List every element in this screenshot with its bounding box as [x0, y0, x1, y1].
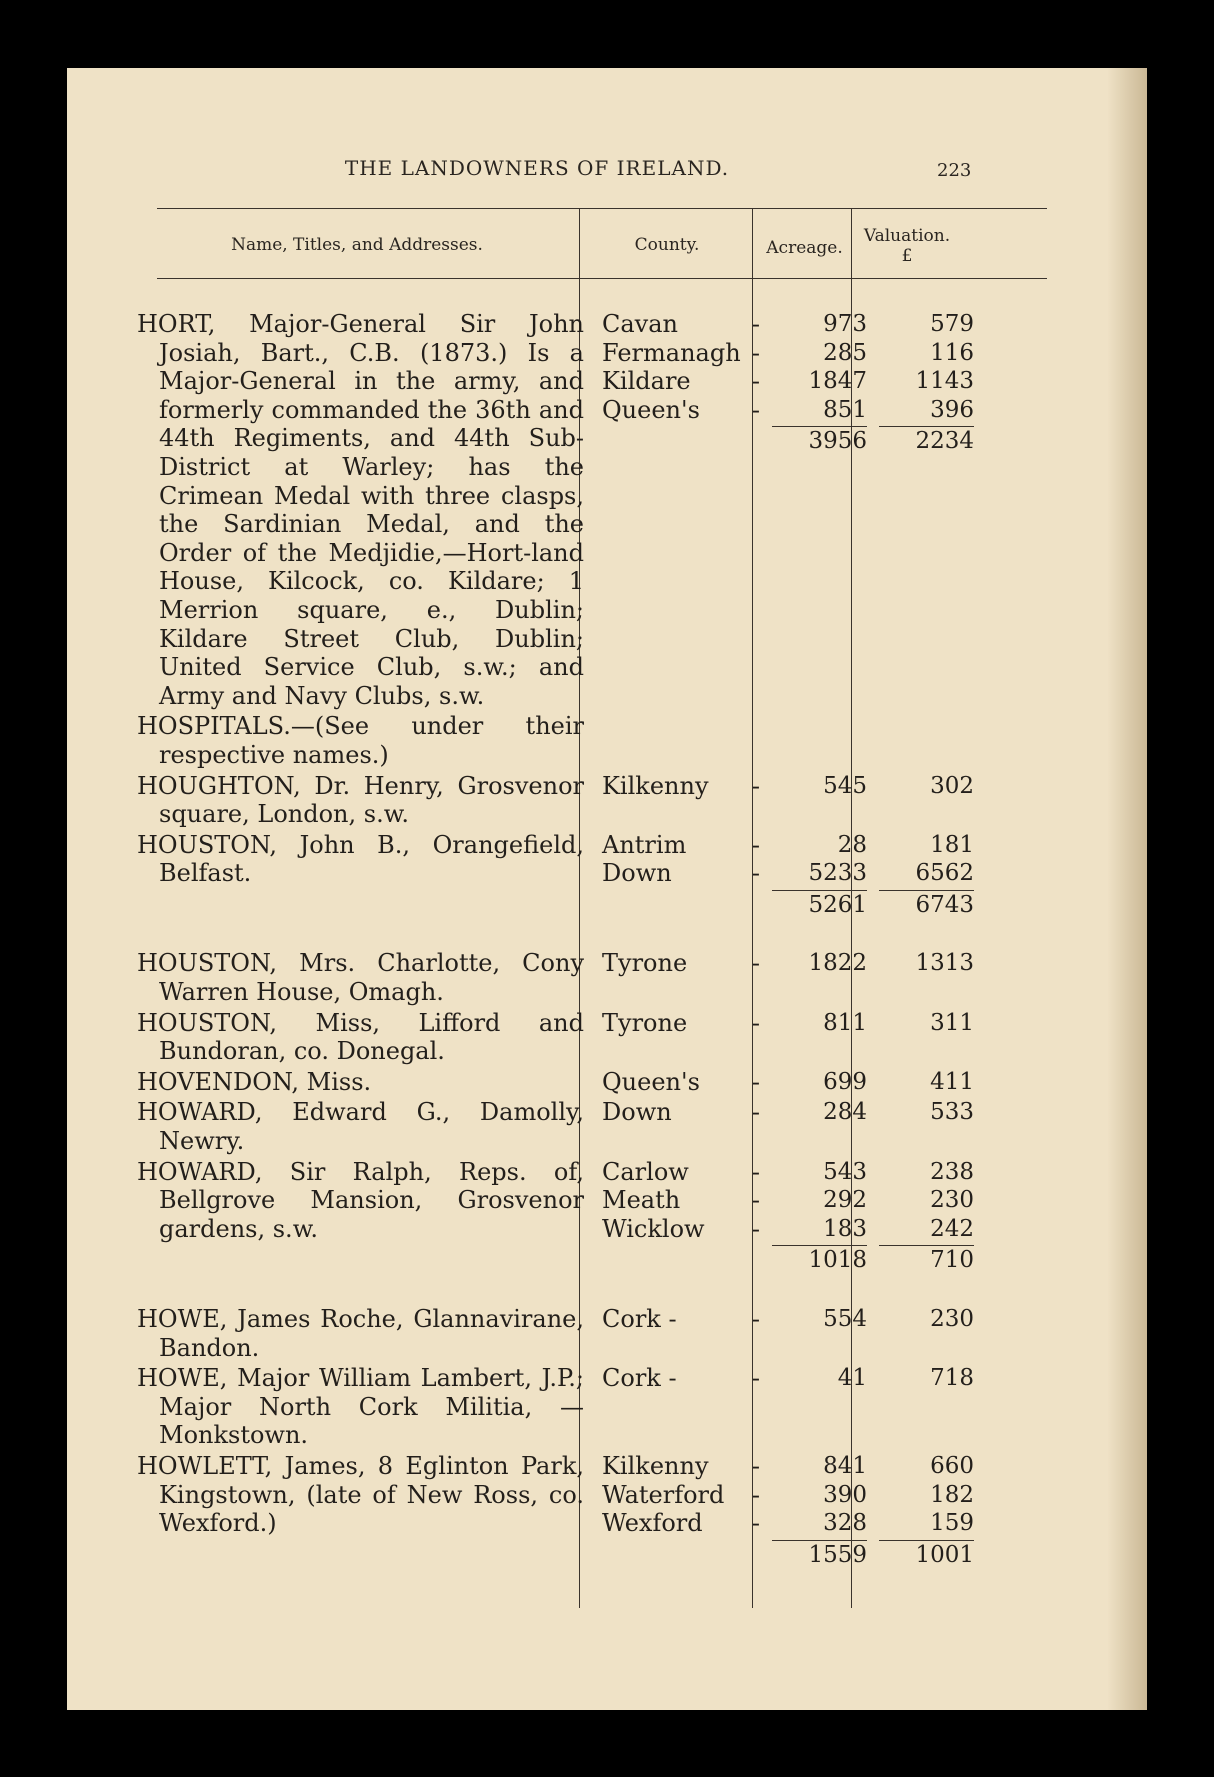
entry-counties: Cavan - Fermanagh - Kildare - Queen's - [602, 310, 760, 424]
entry-counties: Queen's - [602, 1067, 760, 1096]
landowner-entries [137, 308, 1147, 1569]
acreage-value: 328 [823, 1510, 867, 1537]
entry-acreage [772, 1098, 879, 1155]
acreage-total: 1018 [772, 1245, 867, 1275]
valuation-value: 238 [930, 1158, 974, 1185]
acreage-total: 1559 [772, 1540, 867, 1570]
county-name: Queen's [602, 1067, 700, 1096]
column-head-county: County. [634, 235, 700, 255]
entry-name: HOUSTON, Mrs. Charlotte, Cony Warren House, Omagh. [137, 949, 584, 1007]
entry-row [137, 772, 1147, 829]
entry-row [137, 831, 1147, 920]
county-name: Cork - [602, 1364, 677, 1393]
entry-row [137, 310, 1147, 710]
entry-valuation [879, 831, 984, 920]
entry-valuation [879, 1305, 984, 1362]
acreage-total: 5261 [772, 890, 867, 920]
valuation-value: 660 [930, 1452, 974, 1479]
acreage-value: 5233 [808, 860, 867, 887]
entry-valuation [879, 1009, 984, 1066]
county-name: Cavan [602, 310, 678, 338]
acreage-value: 851 [823, 396, 867, 423]
valuation-value: 181 [930, 831, 974, 858]
running-title: THE LANDOWNERS OF IRELAND. [344, 156, 730, 180]
valuation-value: 116 [930, 339, 974, 366]
entry-valuation [879, 1158, 984, 1275]
entry-valuation [879, 1068, 984, 1097]
acreage-value: 811 [823, 1009, 867, 1036]
valuation-value: 159 [930, 1510, 974, 1537]
valuation-value: 579 [930, 311, 974, 337]
entry-valuation [879, 1452, 984, 1569]
entry-row [137, 949, 1147, 1006]
acreage-value: 545 [823, 772, 867, 799]
acreage-value: 284 [823, 1099, 867, 1126]
county-name: Cork - [602, 1305, 677, 1333]
valuation-value: 533 [930, 1099, 974, 1126]
entry-counties: Cork - - [602, 1305, 760, 1333]
entry-name: HOUGHTON, Dr. Henry, Grosvenor square, London, s.w. [137, 771, 584, 829]
county-name: Queen's [602, 395, 700, 424]
county-name: Antrim [602, 830, 687, 859]
entry-counties: Antrim - Down - [602, 830, 760, 888]
acreage-value: 543 [823, 1158, 867, 1185]
valuation-value: 718 [930, 1365, 974, 1392]
entry-row [137, 1158, 1147, 1275]
valuation-value: 182 [930, 1481, 974, 1508]
column-head-valuation: Valuation. [863, 226, 951, 246]
county-name: Fermanagh [602, 338, 741, 367]
entry-acreage [772, 1068, 879, 1097]
book-page [67, 68, 1147, 1710]
county-name: Wicklow [602, 1214, 705, 1243]
valuation-value: 230 [930, 1306, 974, 1332]
entry-name: HOWLETT, James, 8 Eglinton Park, Kingstown, (late of New Ross, co. Wexford.) [137, 1451, 584, 1538]
acreage-value: 841 [823, 1452, 867, 1479]
entry-name: HORT, Major-General Sir John Josiah, Bart., C.B. (1873.) Is a Major-General in the army, and formerly commanded the 36th and 44th Regiments, and 44th Sub-District at Warley; has the Crimean Medal with three clasps, the Sardinian Medal, and the Order of the Medjidie,—Hort-land House, Kilcock, co. Kildare; 1 Merrion square, e., Dublin; Kildare Street Club, Dublin; United Service Club, s.w.; and Army and Navy Clubs, s.w. [137, 310, 584, 710]
column-head-name: Name, Titles, and Addresses. [231, 235, 483, 255]
valuation-value: 1313 [915, 950, 974, 977]
entry-counties: Carlow - Meath - Wicklow - [602, 1157, 760, 1243]
entry-counties: Kilkenny - [602, 771, 760, 800]
entry-acreage [772, 1364, 879, 1450]
entry-name: HOWE, James Roche, Glannavirane, Bandon. [137, 1305, 584, 1362]
county-name: Meath [602, 1186, 681, 1215]
column-head-currency: £ [901, 246, 913, 266]
county-name: Wexford [602, 1509, 703, 1538]
valuation-total: 1001 [879, 1540, 974, 1570]
entry-acreage [772, 1305, 879, 1362]
acreage-value: 28 [837, 831, 867, 858]
entry-acreage [772, 1158, 879, 1275]
entry-name: HOUSTON, John B., Orangefield, Belfast. [137, 830, 584, 888]
entry-counties: Kilkenny - Waterford - Wexford - [602, 1451, 760, 1538]
entry-name: HOUSTON, Miss, Lifford and Bundoran, co. Donegal. [137, 1008, 584, 1066]
entry-acreage [772, 772, 879, 829]
county-name: Waterford [602, 1480, 725, 1509]
acreage-value: 973 [823, 311, 867, 337]
county-name: Down [602, 1098, 672, 1127]
entry-acreage [772, 949, 879, 1006]
valuation-total: 6743 [879, 890, 974, 920]
entry-row [137, 1452, 1147, 1569]
column-head-acreage: Acreage. [766, 238, 843, 258]
entry-counties: Down - [602, 1098, 760, 1127]
entry-valuation [879, 949, 984, 1006]
entry-acreage [772, 1009, 879, 1066]
acreage-value: 1822 [808, 950, 867, 977]
valuation-value: 411 [930, 1068, 974, 1095]
entry-valuation [879, 1364, 984, 1450]
header-bottom-rule [157, 278, 1047, 279]
valuation-value: 302 [930, 772, 974, 799]
entry-acreage [772, 310, 879, 710]
entry-name: HOSPITALS.—(See under their respective names.) [137, 712, 584, 769]
header-top-rule [157, 208, 1047, 209]
acreage-value: 285 [823, 339, 867, 366]
acreage-value: 183 [823, 1215, 867, 1242]
entry-valuation [879, 772, 984, 829]
entry-name: HOWARD, Edward G., Damolly, Newry. [137, 1098, 584, 1156]
acreage-value: 554 [823, 1306, 867, 1332]
page-number: 223 [937, 160, 972, 181]
entry-valuation [879, 1098, 984, 1155]
entry-row [137, 1364, 1147, 1450]
valuation-value: 6562 [915, 860, 974, 887]
county-name: Tyrone [602, 949, 688, 978]
acreage-value: 41 [837, 1365, 867, 1392]
entry-acreage [772, 831, 879, 920]
valuation-total: 2234 [879, 426, 974, 456]
acreage-value: 699 [823, 1068, 867, 1095]
entry-counties: Cork - - [602, 1364, 760, 1393]
valuation-value: 230 [930, 1187, 974, 1214]
valuation-value: 1143 [915, 368, 974, 395]
acreage-total: 3956 [772, 426, 867, 456]
acreage-value: 292 [823, 1187, 867, 1214]
entry-row [137, 712, 1147, 769]
county-name: Tyrone [602, 1008, 688, 1037]
entry-row [137, 1068, 1147, 1097]
entry-acreage [772, 712, 879, 769]
entry-valuation [879, 712, 984, 769]
entry-valuation [879, 310, 984, 710]
entry-row [137, 1305, 1147, 1362]
valuation-value: 311 [930, 1009, 974, 1036]
entry-row [137, 1009, 1147, 1066]
entry-name: HOVENDON, Miss. [137, 1067, 372, 1096]
entry-name: HOWE, Major William Lambert, J.P.; Major North Cork Militia, —Monkstown. [137, 1364, 584, 1450]
acreage-value: 1847 [808, 368, 867, 395]
entry-name: HOWARD, Sir Ralph, Reps. of, Bellgrove Mansion, Grosvenor gardens, s.w. [137, 1157, 584, 1243]
county-name: Kilkenny [602, 771, 709, 800]
county-name: Kilkenny [602, 1451, 709, 1480]
acreage-value: 390 [823, 1481, 867, 1508]
entry-counties [602, 712, 772, 769]
valuation-value: 396 [930, 396, 974, 423]
county-name: Down [602, 859, 672, 888]
county-name: Kildare [602, 367, 691, 396]
entry-counties: Tyrone - [602, 949, 760, 978]
entry-row [137, 1098, 1147, 1155]
county-name: Carlow [602, 1157, 689, 1186]
valuation-value: 242 [930, 1215, 974, 1242]
valuation-total: 710 [879, 1245, 974, 1275]
entry-counties: Tyrone - [602, 1008, 760, 1037]
entry-acreage [772, 1452, 879, 1569]
